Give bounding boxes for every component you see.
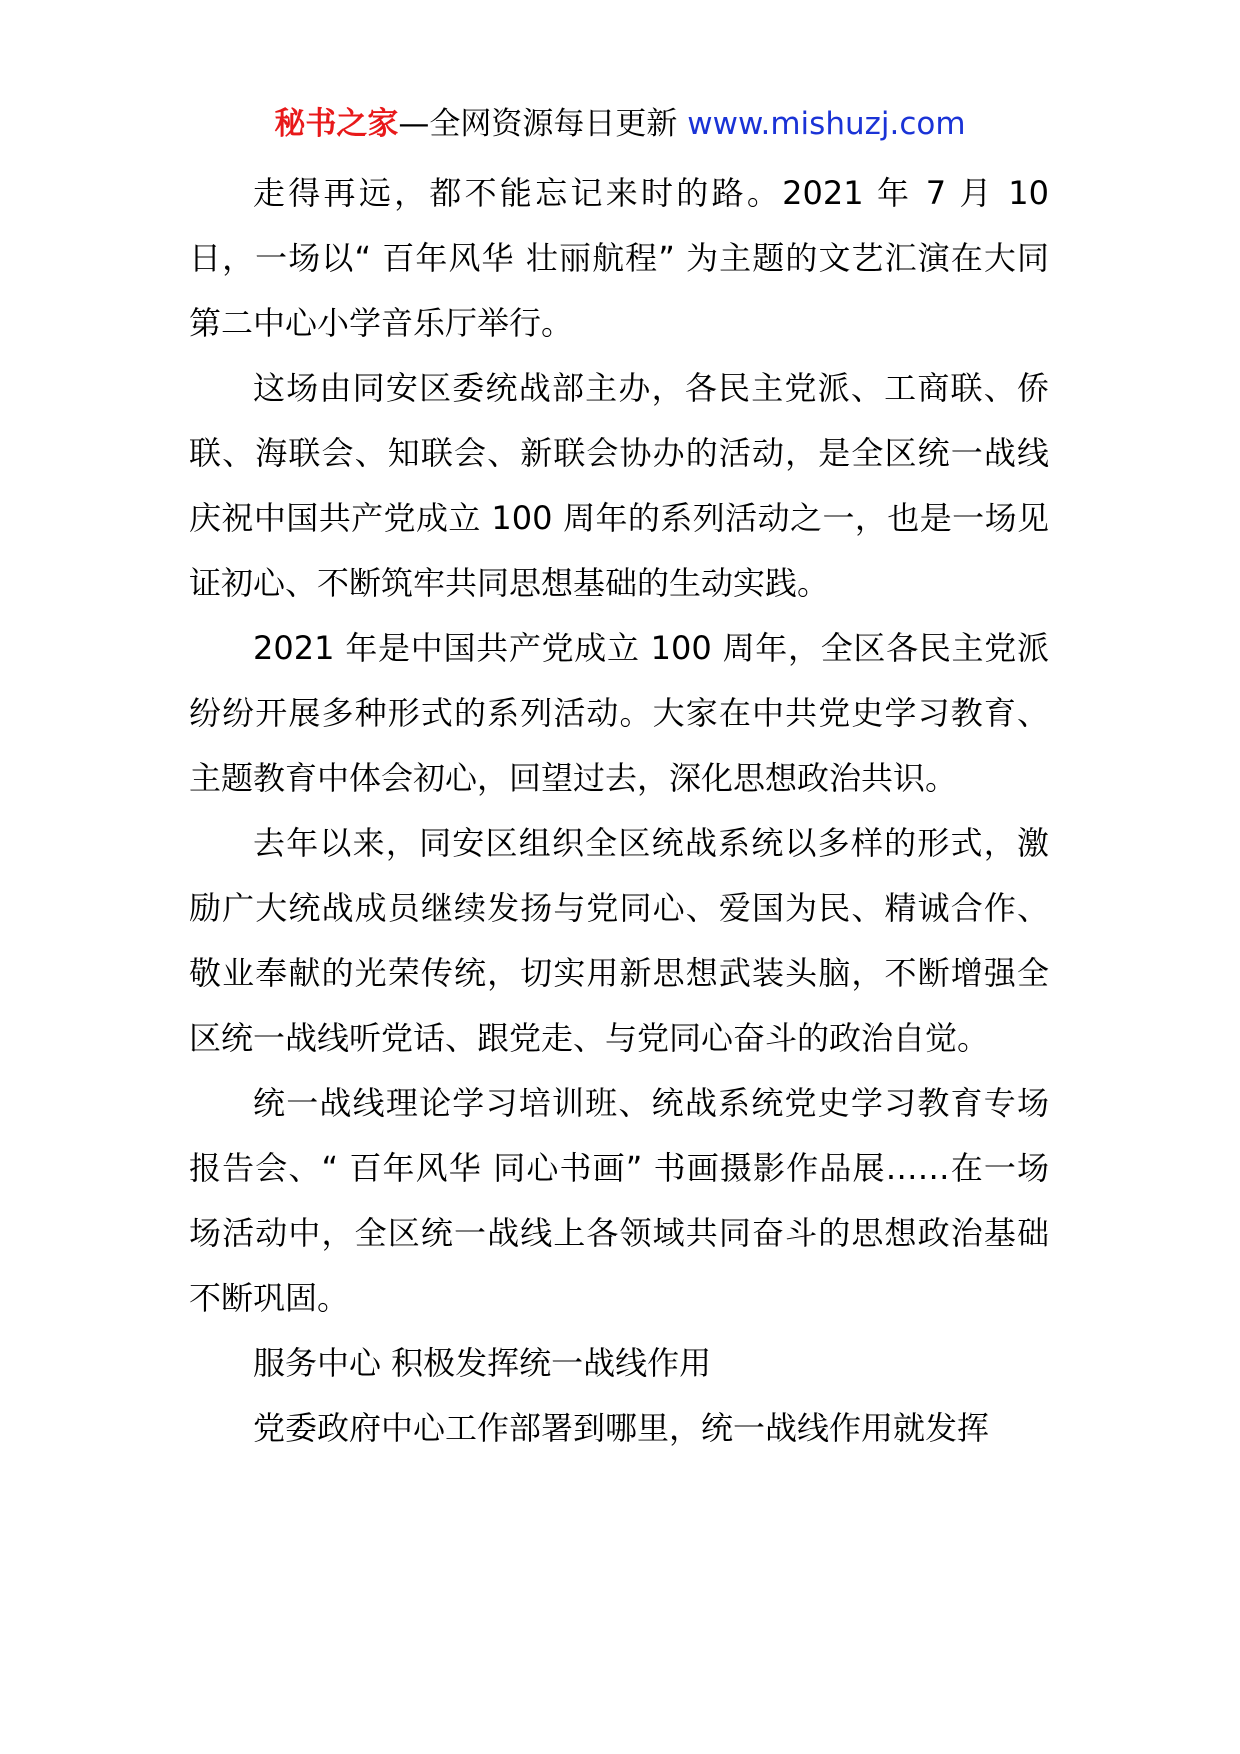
paragraph-3: 2021 年是中国共产党成立 100 周年，全区各民主党派纷纷开展多种形式的系列活动。大家在中共党史学习教育、主题教育中体会初心，回望过去，深化思想政治共识。 — [189, 629, 1049, 797]
article-body — [189, 161, 1049, 1461]
paragraph-1: 走得再远，都不能忘记来时的路。2021 年 7 月 10 日，一场以“ 百年风华 壮丽航程” 为主题的文艺汇演在大同第二中心小学音乐厅举行。 — [189, 174, 1049, 342]
paragraph-5: 统一战线理论学习培训班、统战系统党史学习教育专场报告会、“ 百年风华 同心书画” 书画摄影作品展……在一场场活动中，全区统一战线上各领域共同奋斗的思想政治基础不断巩固。 — [189, 1084, 1049, 1317]
page-header — [0, 104, 1240, 144]
paragraph-4: 去年以来，同安区组织全区统战系统以多样的形式，激励广大统战成员继续发扬与党同心、爱国为民、精诚合作、敬业奉献的光荣传统，切实用新思想武装头脑，不断增强全区统一战线听党话、跟党走、与党同心奋斗的政治自觉。 — [189, 824, 1049, 1057]
section-heading: 服务中心 积极发挥统一战线作用 — [253, 1344, 712, 1382]
site-url-link[interactable]: www.mishuzj.com — [687, 106, 966, 142]
paragraph-2: 这场由同安区委统战部主办，各民主党派、工商联、侨联、海联会、知联会、新联会协办的活动，是全区统一战线庆祝中国共产党成立 100 周年的系列活动之一，也是一场见证初心、不断筑牢共同思想基础的生动实践。 — [189, 369, 1049, 602]
brand-name: 秘书之家 — [274, 106, 399, 142]
paragraph-6: 党委政府中心工作部署到哪里，统一战线作用就发挥 — [253, 1409, 990, 1447]
header-tagline: —全网资源每日更新 — [398, 106, 678, 142]
